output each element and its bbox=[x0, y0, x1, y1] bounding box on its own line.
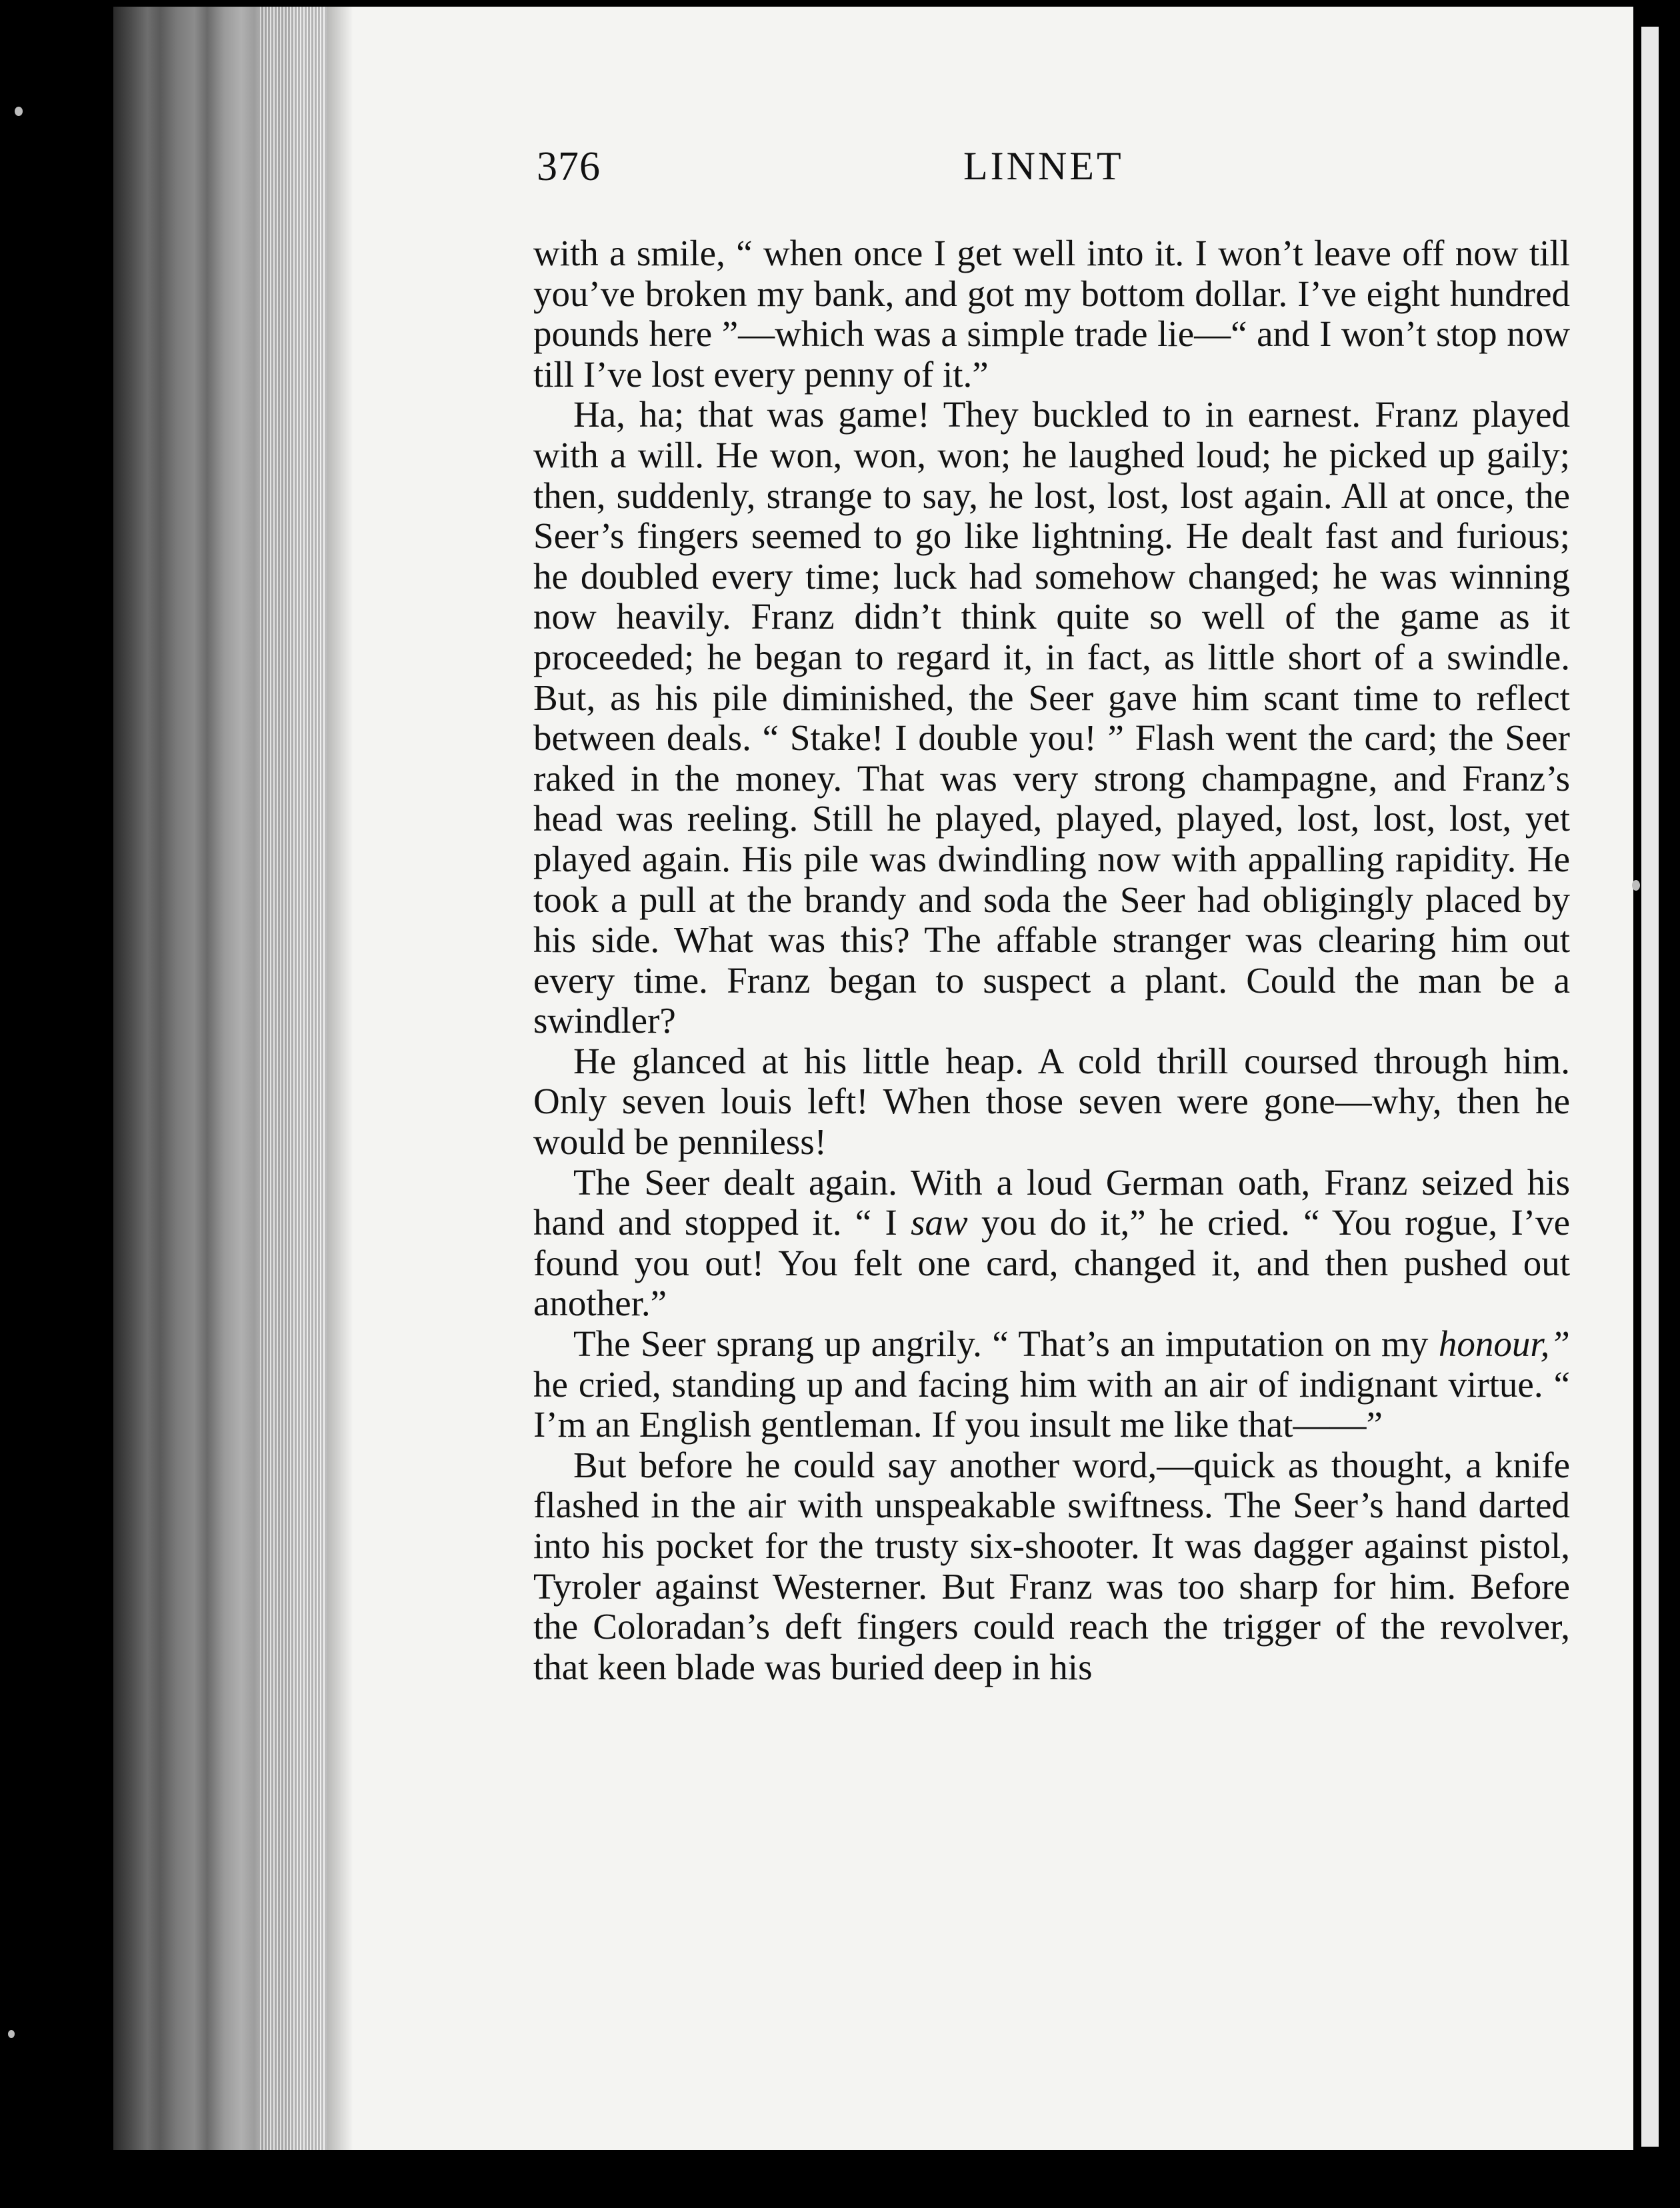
page-number: 376 bbox=[537, 144, 601, 189]
text-run: he cried, standing up and facing him with an air of indignant virtue. “ I’m an English gentleman. If you insult me like that——” bbox=[533, 1363, 1570, 1445]
book-page-edge-lines bbox=[260, 7, 327, 2150]
running-title: LINNET bbox=[963, 144, 1124, 188]
text-run: But before he could say another word,—quick as thought, a knife flashed in the air with unspeakable swiftness. The Seer’s hand darted into his pocket for the trusty six-shooter. It was dagger against pistol, Tyroler against Westerner. But Franz was too sharp for him. Before the Coloradan’s deft fingers could reach the trigger of the revolver, that keen blade was buried deep in his bbox=[533, 1444, 1570, 1687]
italic-text: saw bbox=[911, 1202, 968, 1243]
paragraph bbox=[533, 1041, 1570, 1163]
text-run: you do it,” he cried. “ You rogue, I’ve found you out! You felt one card, changed it, and then pushed out another.” bbox=[533, 1202, 1570, 1324]
body-text bbox=[533, 233, 1570, 1687]
dust-speck bbox=[1632, 880, 1640, 891]
paragraph bbox=[533, 1163, 1570, 1324]
gutter-shadow bbox=[327, 7, 353, 2150]
paragraph bbox=[533, 395, 1570, 1041]
facing-page-edge bbox=[1641, 27, 1659, 2147]
dust-speck bbox=[15, 107, 23, 116]
dust-speck bbox=[8, 2030, 15, 2038]
page-header bbox=[537, 143, 1563, 197]
paragraph bbox=[533, 233, 1570, 395]
text-run: The Seer sprang up angrily. “ That’s an imputation on my bbox=[573, 1323, 1439, 1365]
paragraph bbox=[533, 1324, 1570, 1445]
text-run: with a smile, “ when once I get well into it. I won’t leave off now till you’ve broken my bank, and got my bottom dollar. I’ve eight hundred pounds here ”—which was a simple trade lie—“ and I won’t stop now till I’ve lost every penny of it.” bbox=[533, 233, 1570, 395]
paragraph bbox=[533, 1445, 1570, 1688]
text-run: He glanced at his little heap. A cold thrill coursed through him. Only seven louis left! When those seven were gone—why, then he would be penniless! bbox=[533, 1040, 1570, 1163]
italic-text: honour,” bbox=[1438, 1323, 1570, 1365]
text-run: The Seer dealt again. With a loud German oath, Franz seized his hand and stopped it. “ I bbox=[533, 1161, 1570, 1243]
text-run: Ha, ha; that was game! They buckled to in earnest. Franz played with a will. He won, won, won; he laughed loud; he picked up gaily; then, suddenly, strange to say, he lost, lost, lost again. All at once, the Seer’s fingers seemed to go like lightning. He dealt fast and furious; he doubled every time; luck had somehow changed; he was winning now heavily. Franz didn’t think quite so well of the game as it proceeded; he began to regard it, in fact, as little short of a swindle. But, as his pile diminished, the Seer gave him scant time to reflect between deals. “ Stake! I double you! ” Flash went the card; the Seer raked in the money. That was very strong champagne, and Franz’s head was reeling. Still he played, played, played, lost, lost, lost, yet played again. His pile was dwindling now with appalling rapidity. He took a pull at the brandy and soda the Seer had obligingly placed by his side. What was this? The affable stranger was clearing him out every time. Franz began to suspect a plant. Could the man be a swindler? bbox=[533, 394, 1570, 1041]
